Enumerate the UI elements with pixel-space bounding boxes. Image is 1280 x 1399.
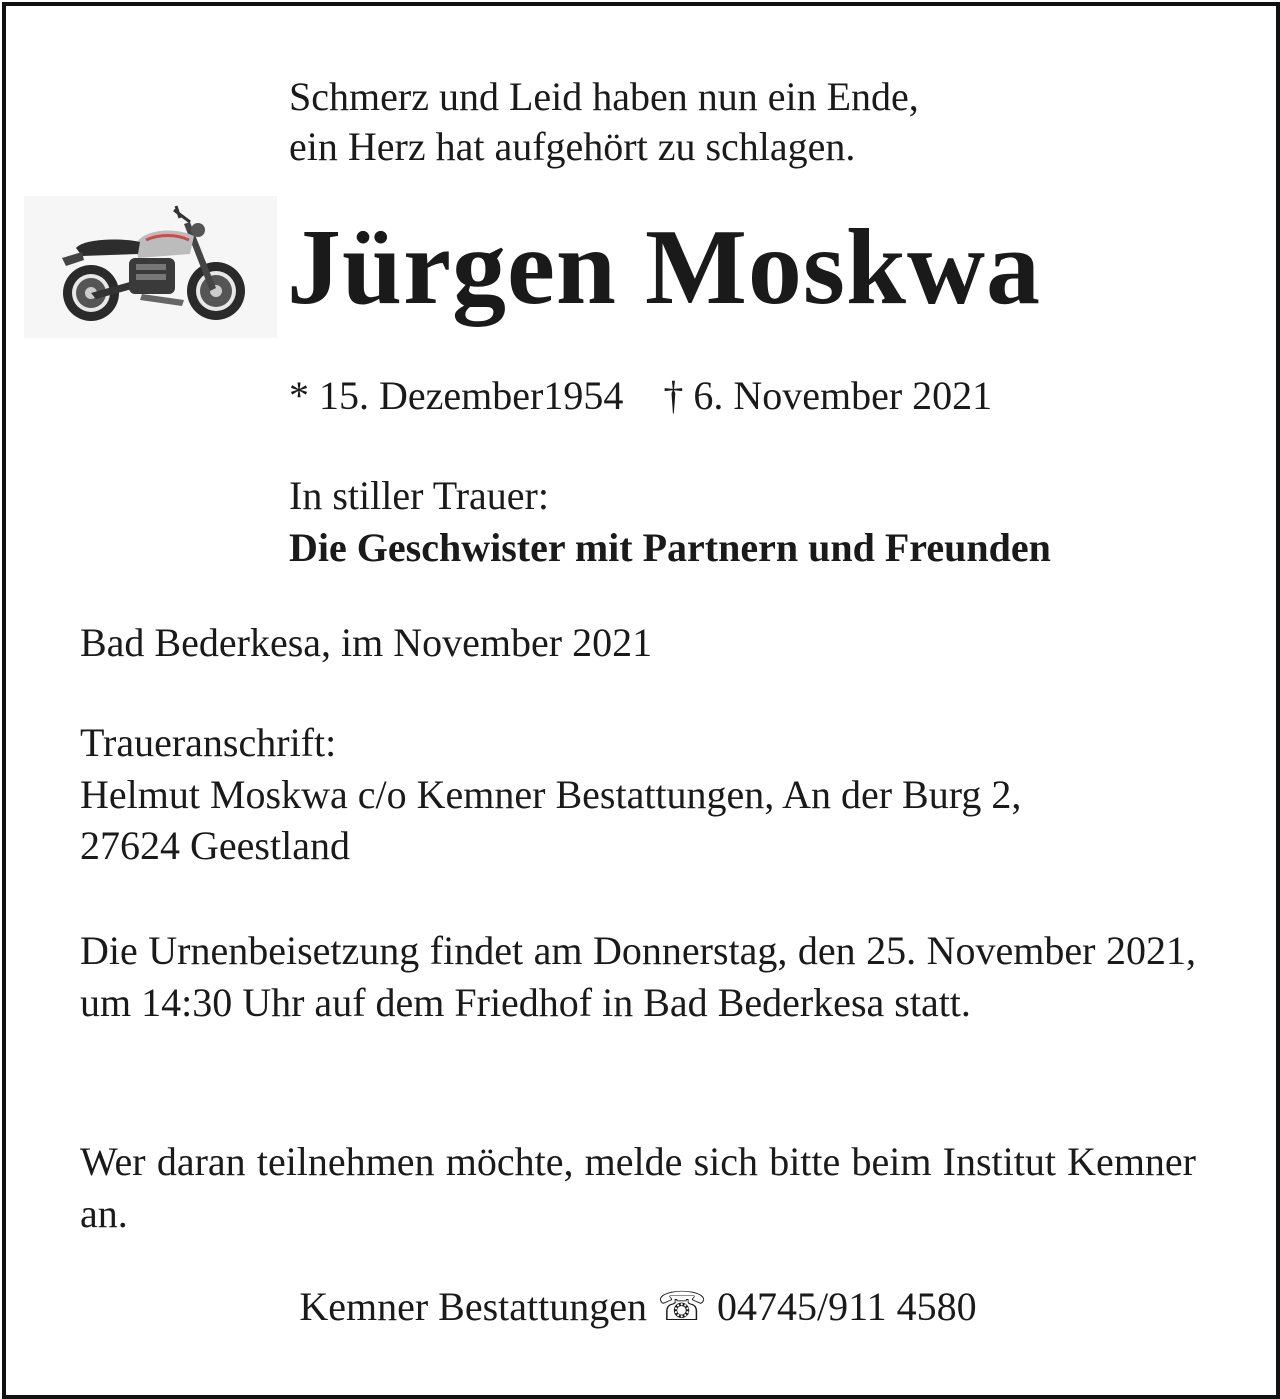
motorcycle-image — [24, 196, 277, 338]
attendance-notice: Wer daran teilnehmen möchte, melde sich bitte beim Institut Kemner an. — [80, 1139, 1196, 1236]
mourners-names: Die Geschwister mit Partnern und Freunden — [289, 525, 1051, 570]
life-dates — [289, 372, 992, 420]
funeral-home-name: Kemner Bestattungen — [299, 1284, 647, 1329]
motorcycle-icon — [24, 196, 277, 338]
death-date: † 6. November 2021 — [663, 373, 993, 418]
address-label: Traueranschrift: — [80, 720, 337, 765]
verse-line-2: ein Herz hat aufgehört zu schlagen. — [289, 124, 856, 169]
deceased-name: Jürgen Moskwa — [287, 208, 1042, 327]
telephone-icon: ☏ — [657, 1284, 708, 1329]
verse-line-1: Schmerz und Leid haben nun ein Ende, — [289, 74, 919, 119]
funeral-home-contact — [0, 1282, 1276, 1332]
address-line-2: 27624 Geestland — [80, 823, 350, 868]
address-line-1: Helmut Moskwa c/o Kemner Bestattungen, An der Burg 2, — [80, 772, 1022, 817]
funeral-home-phone: 04745/911 4580 — [717, 1284, 977, 1329]
mourners-intro: In stiller Trauer: — [289, 473, 549, 518]
burial-notice: Die Urnenbeisetzung findet am Donnerstag, den 25. November 2021, um 14:30 Uhr auf dem Friedhof in Bad Bederkesa statt. — [80, 928, 1196, 1025]
birth-date: * 15. Dezember1954 — [289, 373, 624, 418]
place-date: Bad Bederkesa, im November 2021 — [80, 620, 653, 665]
